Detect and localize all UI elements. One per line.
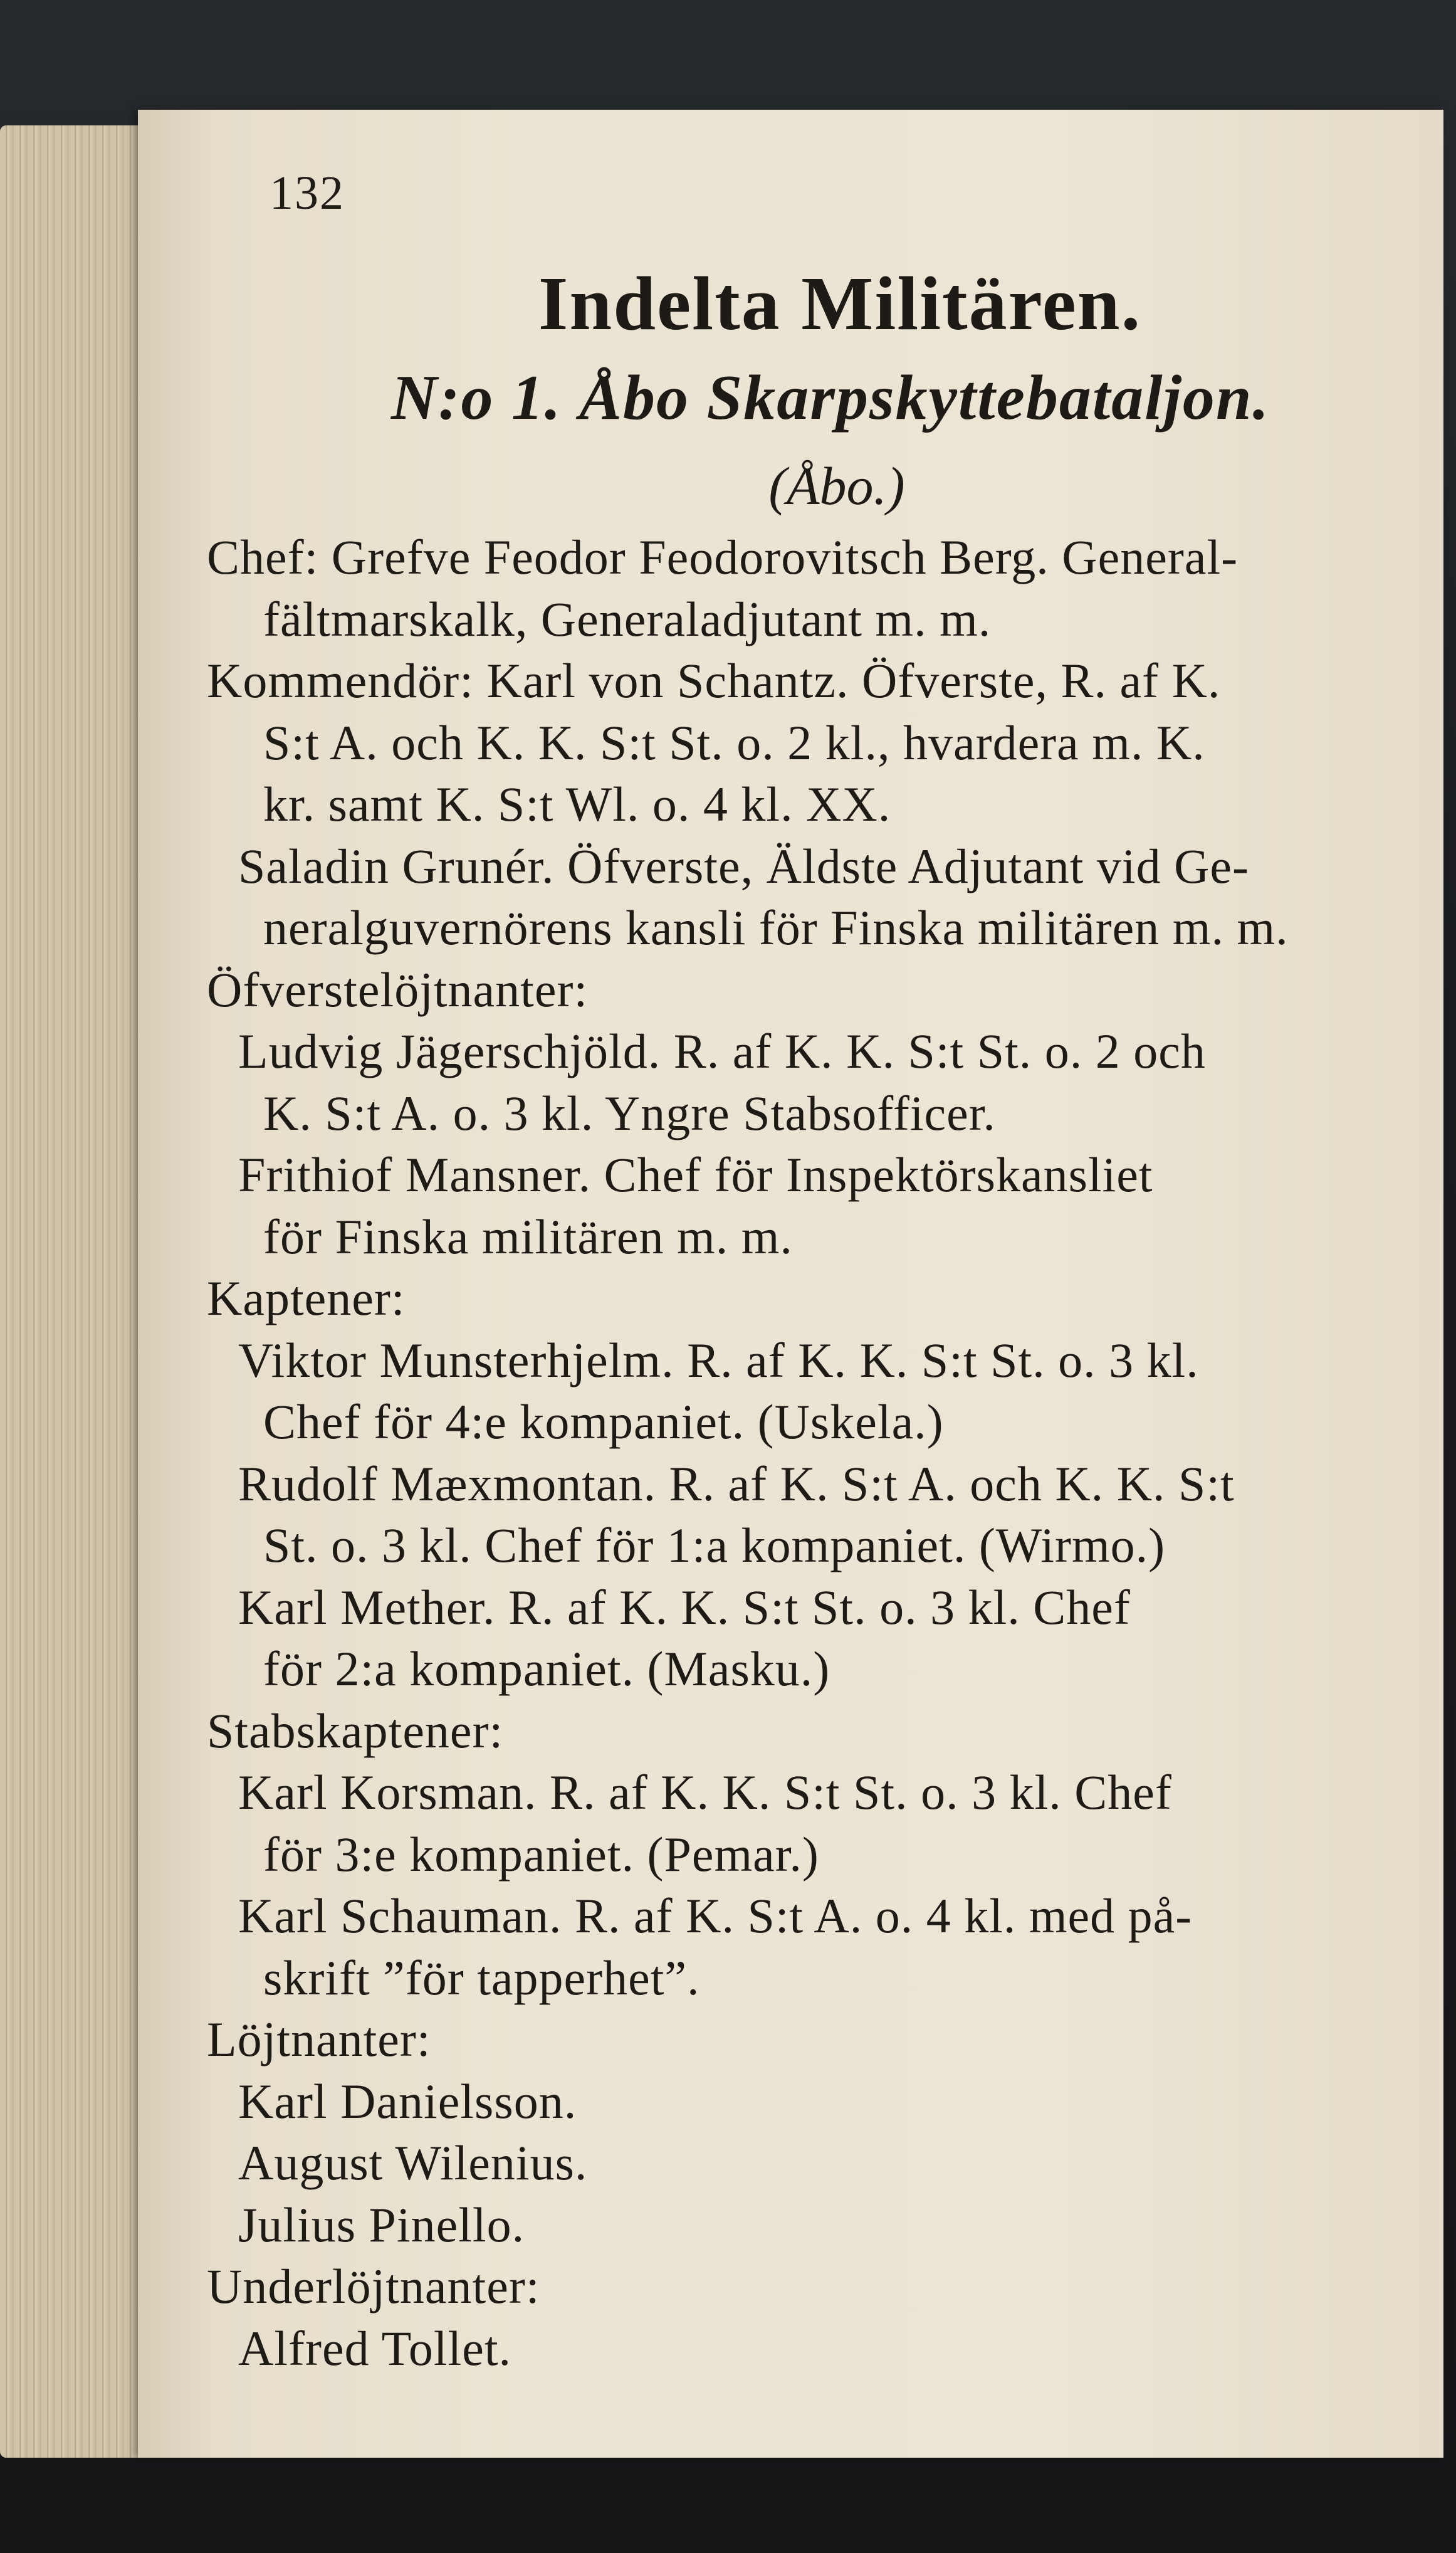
text-line: Chef för 4:e kompaniet. (Uskela.)	[263, 1394, 944, 1449]
text-line: kr. samt K. S:t Wl. o. 4 kl. XX.	[263, 777, 891, 831]
section-title: Indelta Militären.	[538, 261, 1142, 346]
text-line: St. o. 3 kl. Chef för 1:a kompaniet. (Wirmo.)	[263, 1518, 1166, 1572]
text-line: Saladin Grunér. Öfverste, Äldste Adjutant vid Ge-	[238, 838, 1249, 893]
text-line: fältmarskalk, Generaladjutant m. m.	[263, 591, 992, 646]
book-page	[138, 110, 1443, 2458]
text-line: Kaptener:	[207, 1271, 406, 1325]
text-line: Frithiof Mansner. Chef för Inspektörskansliet	[238, 1147, 1153, 1202]
text-line: S:t A. och K. K. S:t St. o. 2 kl., hvardera m. K.	[263, 715, 1205, 770]
text-line: Underlöjtnanter:	[207, 2259, 540, 2313]
book-page-edges	[0, 125, 157, 2458]
text-line: Karl Schauman. R. af K. S:t A. o. 4 kl. med på-	[238, 1888, 1193, 1943]
text-line: skrift ”för tapperhet”.	[263, 1950, 700, 2005]
page-number: 132	[270, 167, 345, 219]
garrison-place: (Åbo.)	[768, 456, 905, 516]
text-line: för 2:a kompaniet. (Masku.)	[263, 1641, 830, 1696]
text-line: Karl Danielsson.	[238, 2073, 577, 2129]
page-text	[207, 257, 1417, 2379]
text-line: för Finska militären m. m.	[263, 1209, 793, 1264]
text-line: August Wilenius.	[238, 2135, 588, 2190]
battalion-heading: N:o 1. Åbo Skarpskyttebataljon.	[390, 362, 1270, 433]
text-line: Löjtnanter:	[207, 2012, 431, 2066]
text-line: neralguvernörens kansli för Finska militären m. m.	[263, 900, 1289, 955]
text-line: Julius Pinello.	[238, 2197, 525, 2252]
text-line: Chef: Grefve Feodor Feodorovitsch Berg. General-	[207, 530, 1239, 584]
text-line: Karl Korsman. R. af K. K. S:t St. o. 3 kl. Chef	[238, 1765, 1172, 1819]
text-line: Öfverstelöjtnanter:	[207, 962, 589, 1017]
text-line: Alfred Tollet.	[238, 2320, 511, 2376]
text-line: K. S:t A. o. 3 kl. Yngre Stabsofficer.	[263, 1085, 996, 1140]
text-line: Kommendör: Karl von Schantz. Öfverste, R. af K.	[207, 653, 1221, 708]
text-line: Ludvig Jägerschjöld. R. af K. K. S:t St. o. 2 och	[238, 1024, 1206, 1078]
text-line: Viktor Munsterhjelm. R. af K. K. S:t St. o. 3 kl.	[238, 1332, 1199, 1387]
text-line: Stabskaptener:	[207, 1703, 504, 1758]
roster-lines	[207, 527, 1417, 2379]
text-line: Rudolf Mæxmontan. R. af K. S:t A. och K. K. S:t	[238, 1456, 1235, 1511]
text-line: för 3:e kompaniet. (Pemar.)	[263, 1826, 819, 1882]
text-line: Karl Mether. R. af K. K. S:t St. o. 3 kl. Chef	[238, 1579, 1131, 1634]
